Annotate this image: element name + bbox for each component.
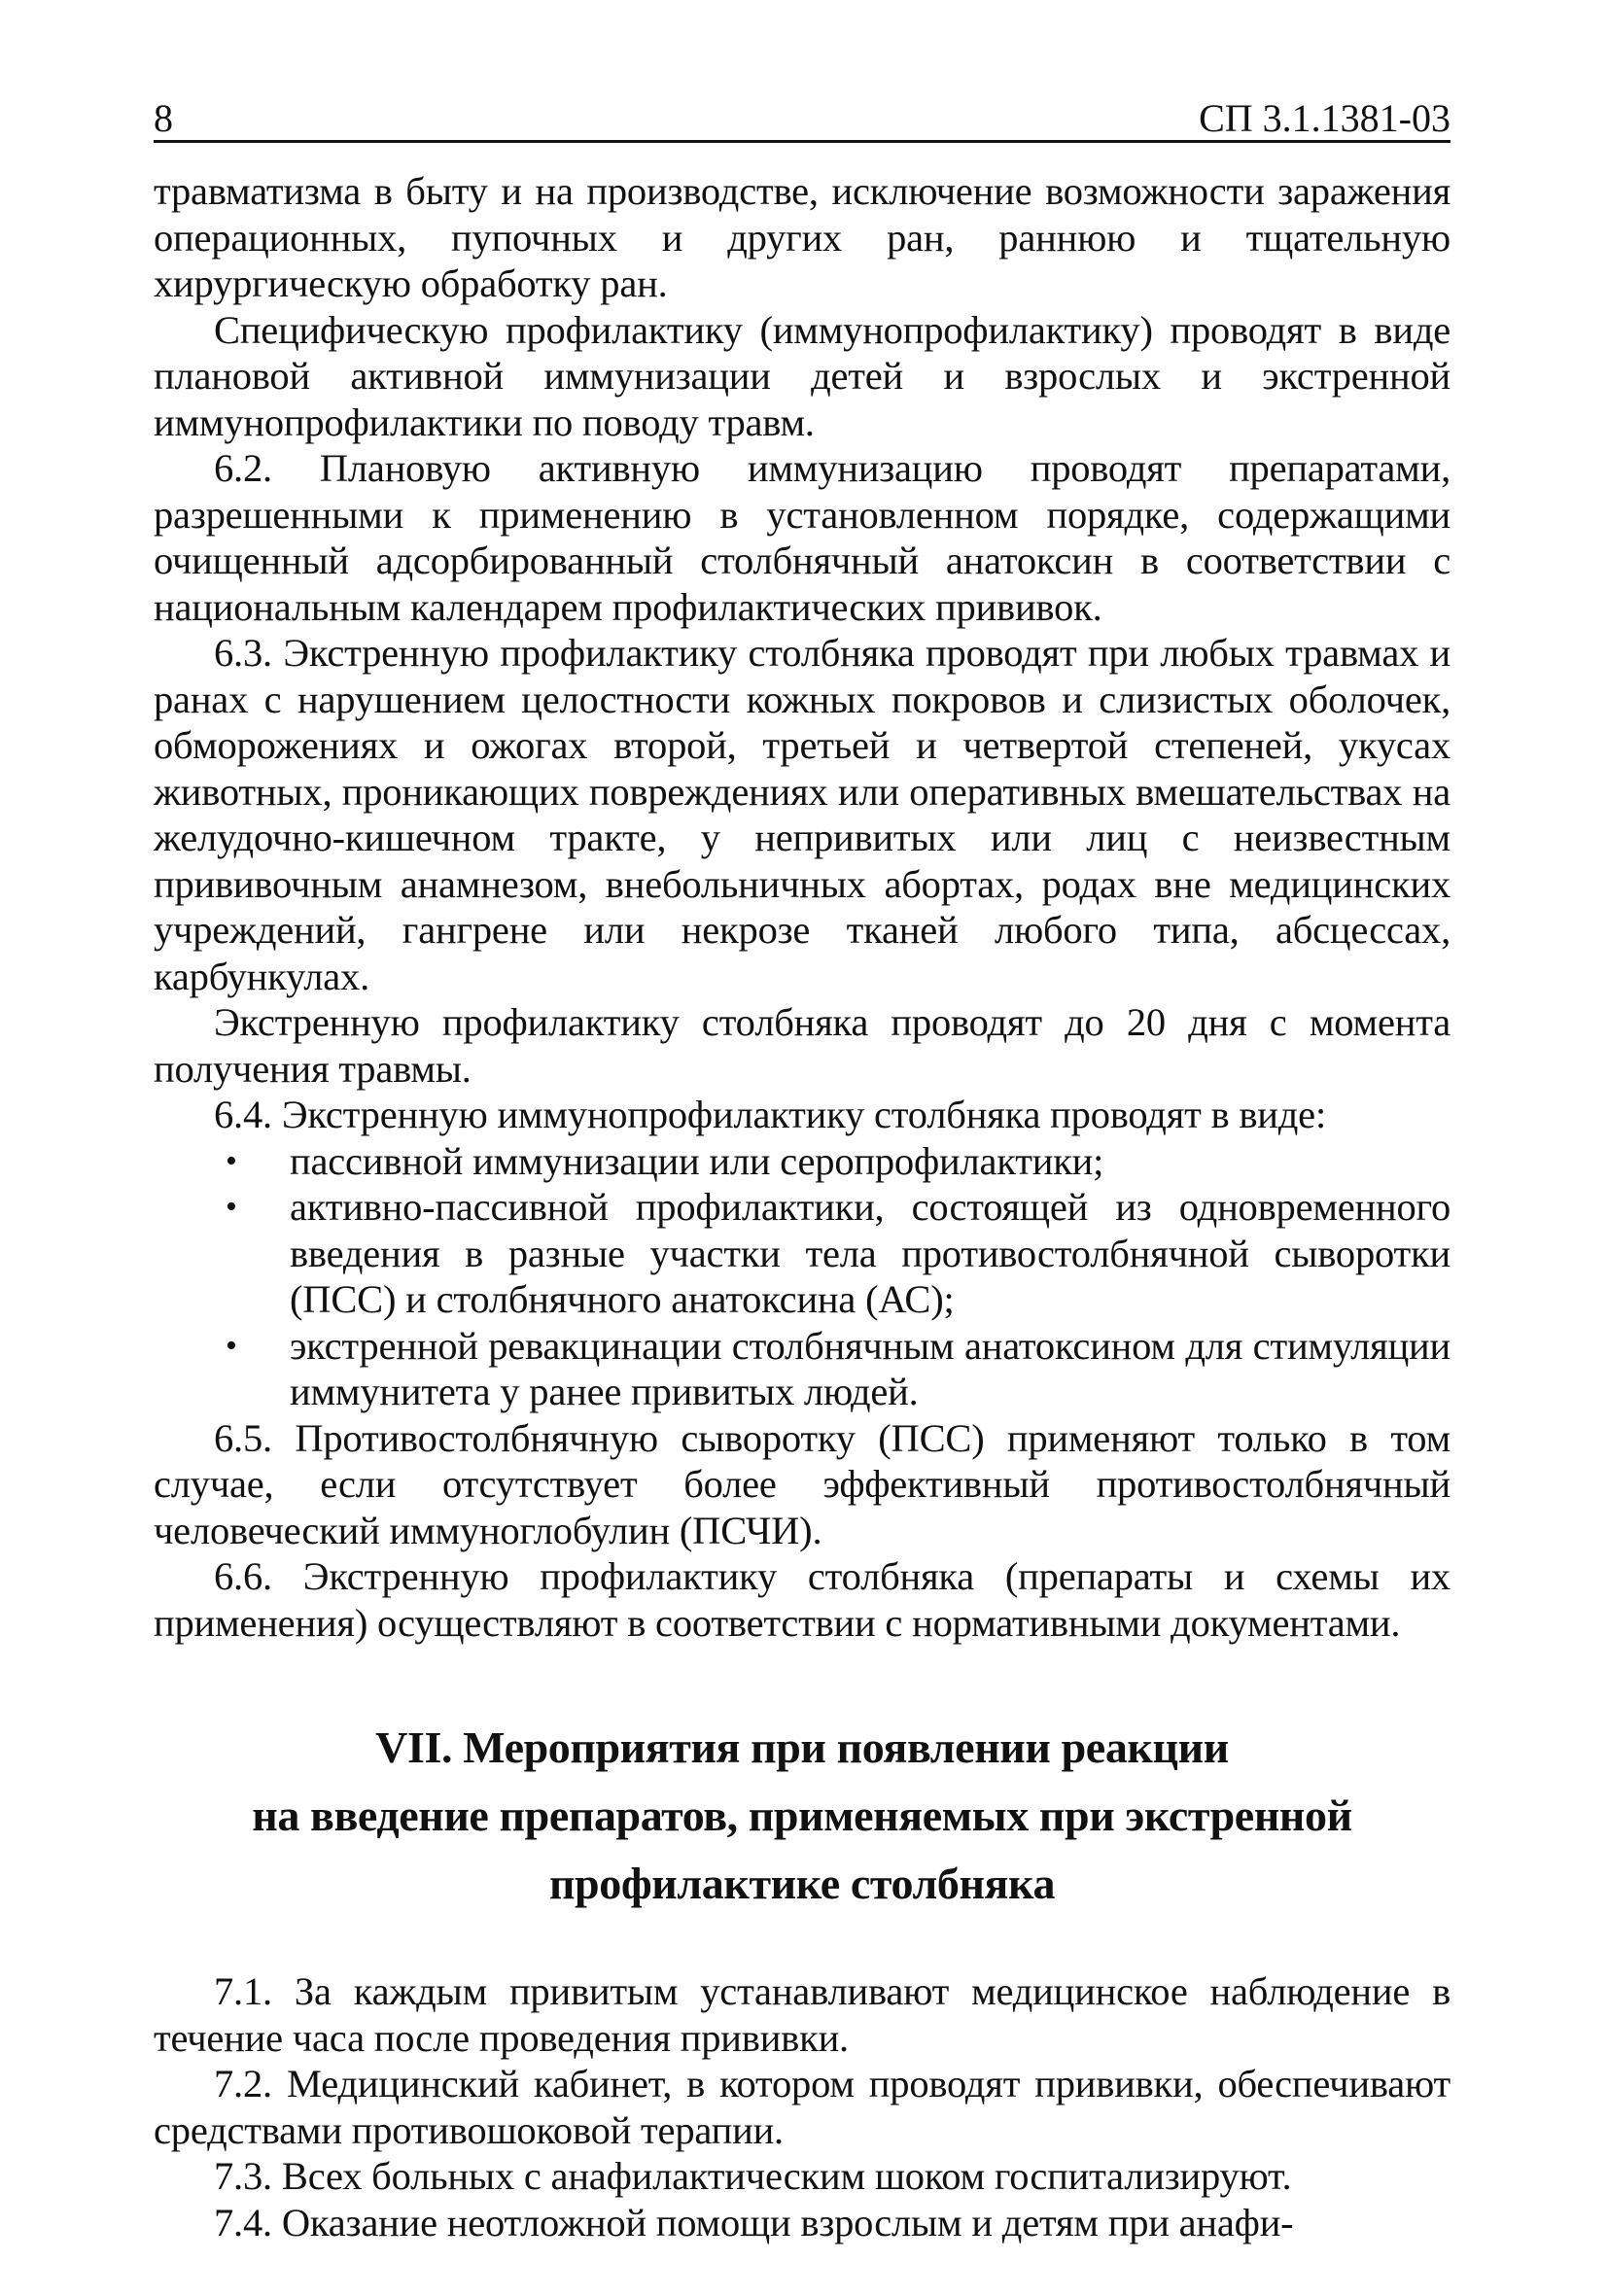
bullet-list xyxy=(154,1138,1451,1415)
document-page xyxy=(154,78,1451,2245)
paragraph-7-3: 7.3. Всех больных с анафилактическим шоком госпитализируют. xyxy=(214,2154,1292,2198)
section-heading-line: на введение препаратов, применяемых при экстренной xyxy=(252,1791,1352,1840)
paragraph-7-1: 7.1. За каждым привитым устанавливают медицинское наблюдение в течение часа после проведения прививки. xyxy=(154,1969,1451,2060)
page-header xyxy=(154,78,1451,143)
document-body xyxy=(154,168,1451,2245)
paragraph-6-3: 6.3. Экстренную профилактику столбняка проводят при любых травмах и ранах с нарушением целостности кожных покровов и слизистых оболочек, обморожениях и ожогах второй, третьей и четвертой степеней, укусах животных, проникающих повреждениях или оперативных вмешательствах на желудочно-кишечном тракте, у непривитых или лиц с неизвестным прививочным анамнезом, внебольничных абортах, родах вне медицинских учреждений, гангрене или некрозе тканей любого типа, абсцессах, карбункулах. xyxy=(154,631,1451,998)
paragraph: Экстренную профилактику столбняка проводят до 20 дня с момента получения травмы. xyxy=(154,1000,1451,1091)
paragraph-7-2: 7.2. Медицинский кабинет, в котором проводят прививки, обеспечивают средствами противошоковой терапии. xyxy=(154,2062,1451,2152)
paragraph-6-2: 6.2. Плановую активную иммунизацию проводят препаратами, разрешенными к применению в установленном порядке, содержащими очищенный адсорбированный столбнячный анатоксин в соответствии с национальным календарем профилактических прививок. xyxy=(154,446,1451,629)
bullet-item: • экстренной ревакцинации столбнячным анатоксином для стимуляции иммунитета у ранее привитых людей. xyxy=(154,1323,1451,1415)
paragraph: Специфическую профилактику (иммунопрофилактику) проводят в виде плановой активной иммунизации детей и взрослых и экстренной иммунопрофилактики по поводу травм. xyxy=(154,307,1451,444)
section-heading xyxy=(154,1714,1451,1918)
paragraph-6-4: 6.4. Экстренную иммунопрофилактику столбняка проводят в виде: xyxy=(214,1093,1327,1136)
section-heading-line: VII. Мероприятия при появлении реакции xyxy=(375,1722,1229,1772)
bullet-item: • пассивной иммунизации или серопрофилактики; xyxy=(154,1138,1451,1185)
document-code: СП 3.1.1381-03 xyxy=(1199,96,1451,140)
bullet-item: • активно-пассивной профилактики, состоящей из одновременного введения в разные участки тела противостолбнячной сыворотки (ПСС) и столбнячного анатоксина (АС); xyxy=(154,1184,1451,1323)
paragraph: травматизма в быту и на производстве, исключение возможности заражения операционных, пупочных и других ран, раннюю и тщательную хирургическую обработку ран. xyxy=(154,169,1451,305)
paragraph-7-4: 7.4. Оказание неотложной помощи взрослым и детям при анафи- xyxy=(214,2200,1294,2244)
section-heading-line: профилактике столбняка xyxy=(548,1859,1056,1908)
paragraph-6-6: 6.6. Экстренную профилактику столбняка (препараты и схемы их применения) осуществляют в соответствии с нормативными документами. xyxy=(154,1554,1451,1645)
paragraph-6-5: 6.5. Противостолбнячную сыворотку (ПСС) применяют только в том случае, если отсутствует более эффективный противостолбнячный человеческий иммуноглобулин (ПСЧИ). xyxy=(154,1415,1451,1552)
page-number: 8 xyxy=(154,96,173,140)
